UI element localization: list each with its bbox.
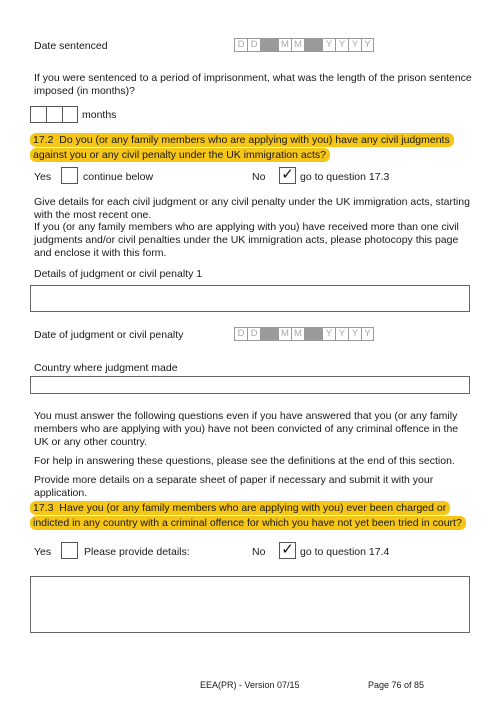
day-digit-2[interactable]: D	[247, 327, 260, 341]
yes-instruction: Please provide details:	[84, 546, 190, 558]
yes-instruction: continue below	[83, 171, 154, 183]
criminal-details-input[interactable]	[30, 576, 470, 633]
day-digit-2[interactable]: D	[247, 38, 260, 52]
day-digit-1[interactable]: D	[234, 38, 247, 52]
months-digit-2[interactable]	[46, 106, 62, 123]
date-separator	[260, 38, 278, 52]
question-text: Do you (or any family members who are applying with you) have any civil judgments against you or any civil penalty under the UK immigration acts?	[33, 134, 450, 161]
months-digit-1[interactable]	[30, 106, 46, 123]
year-digit-2[interactable]: Y	[335, 327, 348, 341]
date-of-judgment-field[interactable]	[234, 327, 374, 341]
country-input[interactable]	[30, 376, 470, 394]
question-number: 17.2	[33, 134, 54, 146]
months-unit-label: months	[82, 109, 117, 121]
question-text: Have you (or any family members who are applying with you) ever been charged or indicted in any country with a criminal offence for which you have not yet been tried in court?	[33, 502, 462, 529]
question-17-2	[30, 133, 470, 163]
year-digit-3[interactable]: Y	[348, 327, 361, 341]
details-of-judgment-input[interactable]	[30, 285, 470, 312]
date-sentenced-label: Date sentenced	[34, 40, 108, 52]
date-separator	[304, 327, 322, 341]
year-digit-2[interactable]: Y	[335, 38, 348, 52]
details-of-judgment-label: Details of judgment or civil penalty 1	[34, 268, 203, 280]
q17-2-no-checkbox[interactable]: ✓	[279, 167, 296, 184]
year-digit-1[interactable]: Y	[322, 327, 335, 341]
date-separator	[304, 38, 322, 52]
no-instruction: go to question 17.3	[300, 171, 390, 183]
months-field[interactable]	[30, 106, 78, 123]
yes-label: Yes	[34, 171, 52, 183]
date-separator	[260, 327, 278, 341]
year-digit-4[interactable]: Y	[361, 38, 374, 52]
date-sentenced-field[interactable]	[234, 38, 374, 52]
month-digit-2[interactable]: M	[291, 327, 304, 341]
criminal-info-3: Provide more details on a separate sheet of paper if necessary and submit it with your application.	[34, 474, 434, 499]
yes-label: Yes	[34, 546, 52, 558]
months-digit-3[interactable]	[62, 106, 78, 123]
civil-details-instruction-2: If you (or any family members who are applying with you) have received more than one civil judgments and/or civil penalties under the UK immigration acts, please photocopy this page and enclose it with this form.	[34, 221, 459, 259]
page-number: Page 76 of 85	[368, 680, 425, 690]
country-label: Country where judgment made	[34, 362, 178, 374]
q17-3-no-checkbox[interactable]: ✓	[279, 542, 296, 559]
question-number: 17.3	[33, 502, 54, 514]
prison-sentence-question: If you were sentenced to a period of imprisonment, what was the length of the prison sentence imposed (in months)?	[34, 72, 472, 97]
month-digit-1[interactable]: M	[278, 327, 291, 341]
month-digit-2[interactable]: M	[291, 38, 304, 52]
civil-details-instruction-1: Give details for each civil judgment or any civil penalty under the UK immigration acts, starting with the most recent one.	[34, 196, 470, 221]
year-digit-3[interactable]: Y	[348, 38, 361, 52]
year-digit-1[interactable]: Y	[322, 38, 335, 52]
date-of-judgment-label: Date of judgment or civil penalty	[34, 329, 184, 341]
q17-2-yes-checkbox[interactable]	[61, 167, 78, 184]
criminal-info-2: For help in answering these questions, please see the definitions at the end of this section.	[34, 455, 455, 467]
question-17-3	[30, 501, 470, 531]
form-version: EEA(PR) - Version 07/15	[200, 680, 300, 690]
day-digit-1[interactable]: D	[234, 327, 247, 341]
month-digit-1[interactable]: M	[278, 38, 291, 52]
no-label: No	[252, 171, 266, 183]
criminal-info-1: You must answer the following questions even if you have answered that you (or any family members who are applying with you) have not been convicted of any criminal offence in the UK or any other country.	[34, 410, 459, 448]
no-label: No	[252, 546, 266, 558]
q17-3-yes-checkbox[interactable]	[61, 542, 78, 559]
year-digit-4[interactable]: Y	[361, 327, 374, 341]
no-instruction: go to question 17.4	[300, 546, 390, 558]
